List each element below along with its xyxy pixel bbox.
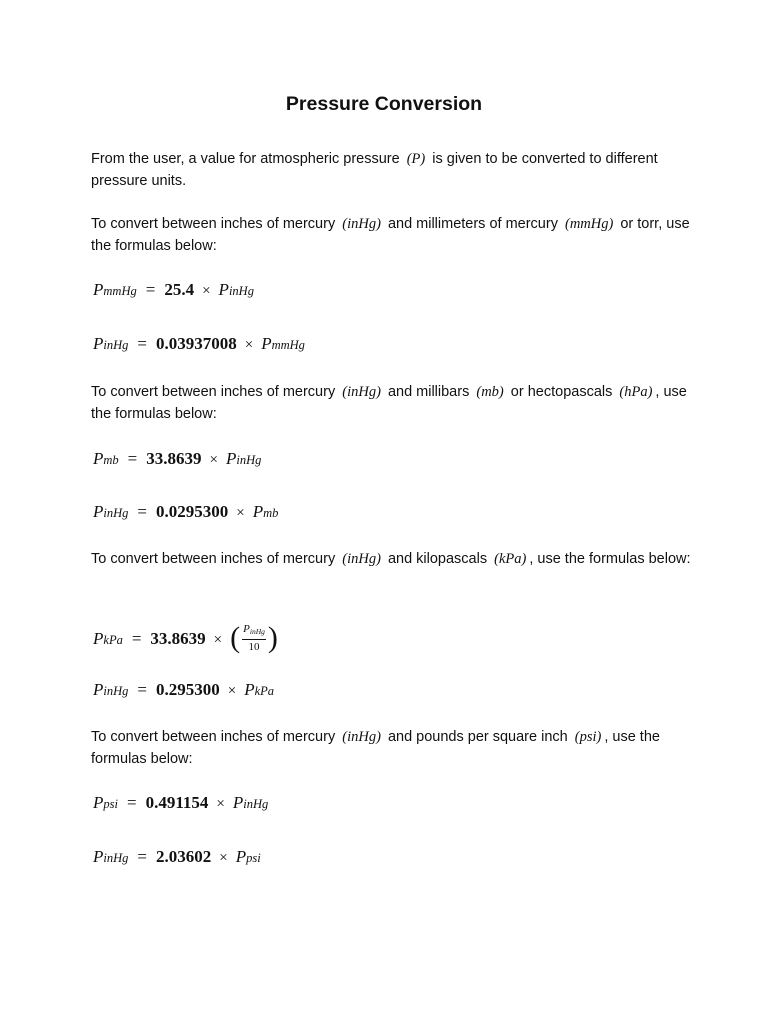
intro-paragraph: From the user, a value for atmospheric pressure (P) is given to be converted to different pressure units.	[91, 151, 658, 189]
math-symbol: (hPa)	[619, 384, 653, 400]
formula-mmhg-from-inhg: P mmHg = 25.4 × P inHg	[93, 280, 254, 299]
mb-paragraph: To convert between inches of mercury (inHg) and millibars (mb) or hectopascals (hPa) , use the formulas below:	[91, 384, 687, 422]
formula-kpa-from-inhg: P kPa = 33.8639 × ( $\frac{P_{inHg}}{10}$ )	[93, 621, 278, 654]
math-symbol: (kPa)	[494, 551, 527, 567]
formula-mb-from-inhg: P mb = 33.8639 × P inHg	[93, 449, 262, 468]
kpa-paragraph: To convert between inches of mercury (inHg) and kilopascals (kPa) , use the formulas below:	[91, 551, 691, 567]
math-symbol: (P)	[406, 151, 426, 167]
math-symbol: (inHg)	[342, 551, 381, 567]
math-symbol: (inHg)	[342, 216, 381, 232]
formula-inhg-from-kpa: P inHg = 0.295300 × P kPa	[93, 680, 275, 699]
fraction: $\frac{P_{inHg}}{10}$	[243, 623, 265, 653]
math-symbol: (mmHg)	[564, 216, 614, 232]
formula-inhg-from-mmhg: P inHg = 0.03937008 × P mmHg	[93, 334, 305, 353]
math-symbol: (inHg)	[342, 384, 381, 400]
formula-inhg-from-mb: P inHg = 0.0295300 × P mb	[93, 502, 279, 521]
math-symbol: (psi)	[574, 729, 602, 745]
fraction-group: ( $\frac{P_{inHg}}{10}$ )	[230, 621, 278, 654]
math-symbol: (mb)	[476, 384, 504, 400]
math-symbol: (inHg)	[342, 729, 381, 745]
formula-psi-from-inhg: P psi = 0.491154 × P inHg	[93, 793, 269, 812]
page-title: Pressure Conversion	[285, 93, 483, 115]
psi-paragraph: To convert between inches of mercury (inHg) and pounds per square inch (psi) , use the formulas below:	[91, 729, 660, 767]
formula-inhg-from-psi: P inHg = 2.03602 × P psi	[93, 847, 261, 866]
mmhg-paragraph: To convert between inches of mercury (inHg) and millimeters of mercury (mmHg) or torr, use the formulas below:	[91, 216, 690, 254]
